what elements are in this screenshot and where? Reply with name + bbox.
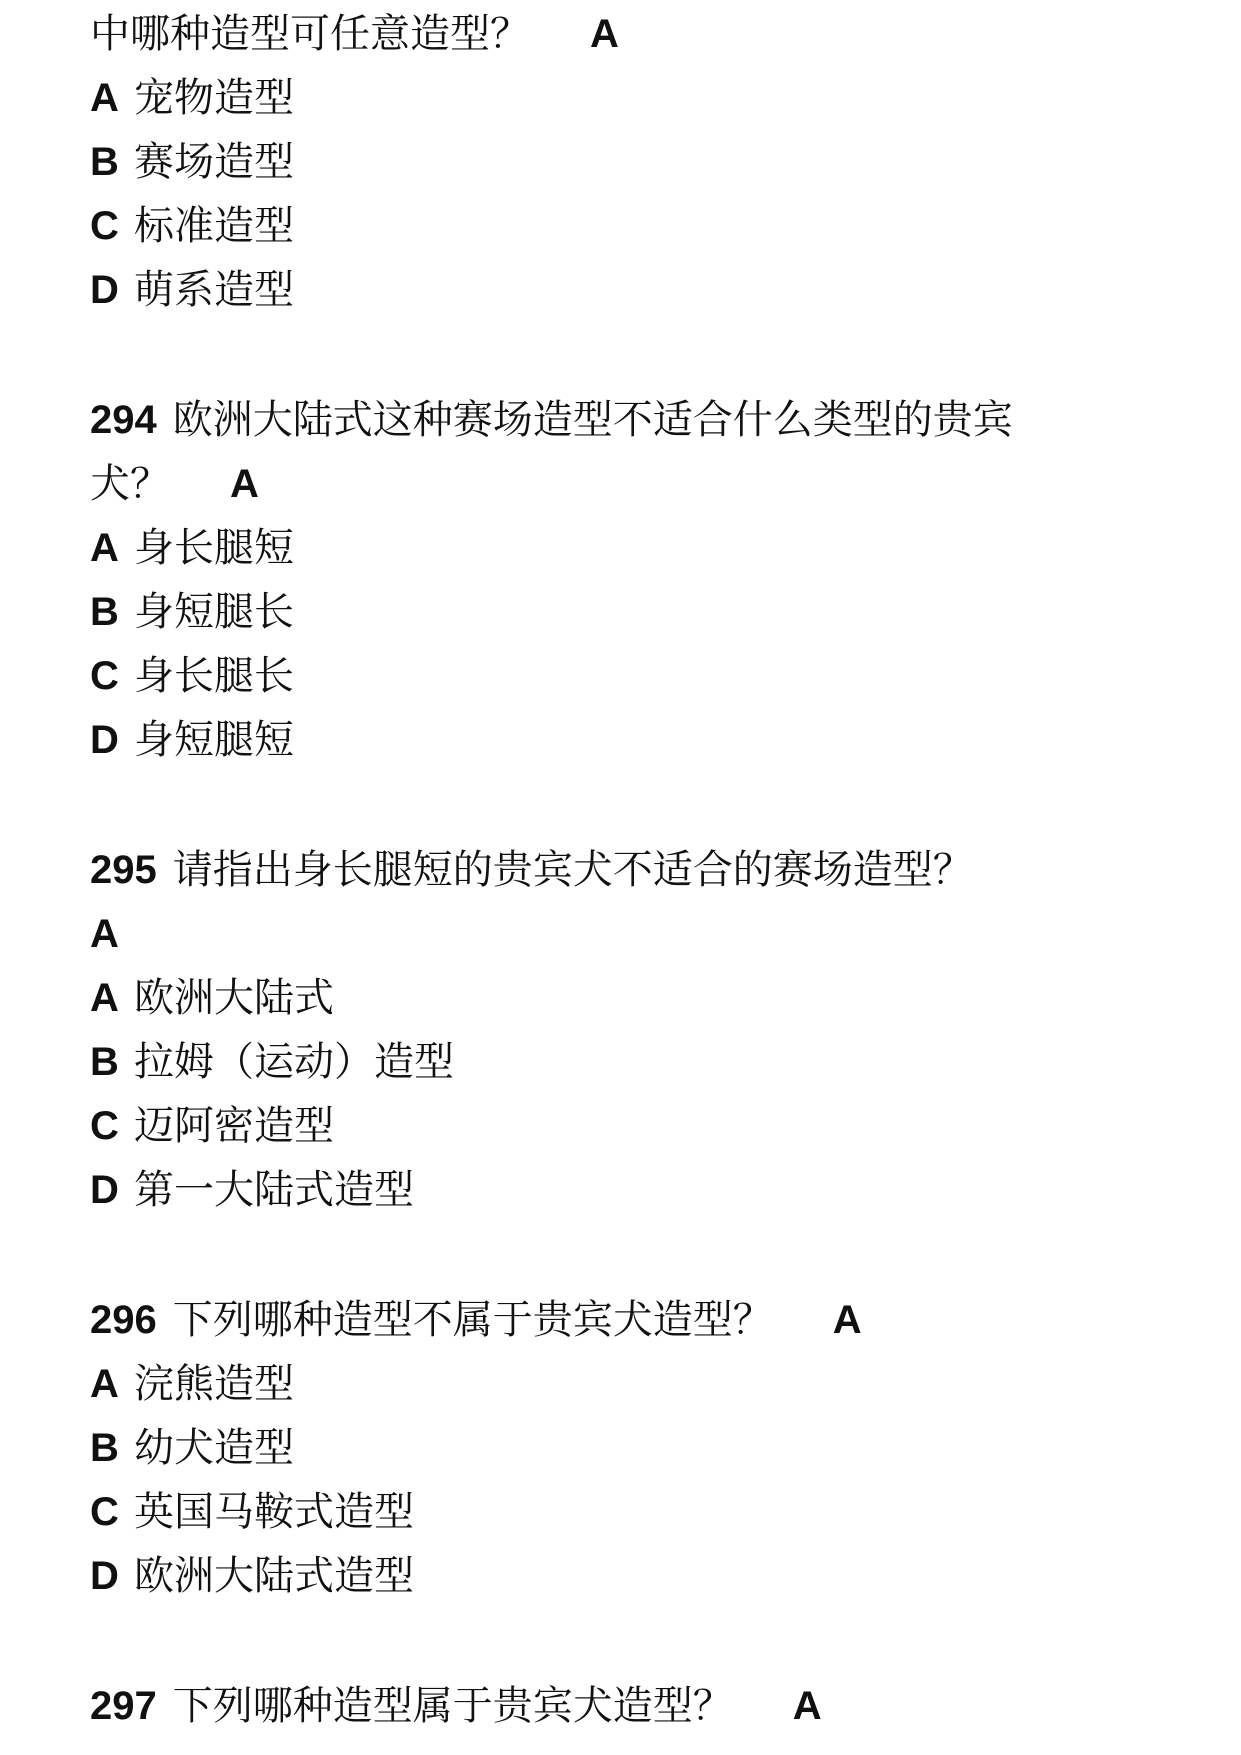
option-c [90,1102,334,1150]
option-letter: B [90,590,119,634]
question-answer: A [832,1298,862,1342]
option-letter: C [90,1490,119,1534]
question-number: 297 [90,1684,157,1728]
option-d [90,716,294,764]
question-answer: A [90,912,119,956]
option-b [90,138,294,186]
option-d [90,266,294,314]
option-a [90,1360,294,1408]
option-letter: C [90,1104,119,1148]
option-text: 英国马鞍式造型 [134,1489,414,1535]
option-letter: C [90,204,119,248]
question-294-line1 [90,396,1013,444]
option-b [90,588,294,636]
question-number: 294 [90,398,157,442]
option-c [90,1488,414,1536]
question-number: 295 [90,848,157,892]
question-text: 请指出身长腿短的贵宾犬不适合的赛场造型？ [172,847,973,893]
question-text: 欧洲大陆式这种赛场造型不适合什么类型的贵宾 [172,397,1013,443]
option-text: 拉姆（运动）造型 [134,1039,454,1085]
option-letter: A [90,526,119,570]
option-letter: C [90,654,119,698]
option-text: 幼犬造型 [134,1425,294,1471]
question-295-line2 [90,910,119,958]
option-letter: D [90,1168,119,1212]
option-b [90,1038,454,1086]
option-b [90,1424,294,1472]
option-text: 萌系造型 [134,267,294,313]
option-a [90,74,294,122]
option-d [90,1166,414,1214]
option-c [90,652,294,700]
question-text-line [90,10,619,58]
option-letter: D [90,1554,119,1598]
option-text: 第一大陆式造型 [134,1167,414,1213]
option-text: 身长腿长 [134,653,294,699]
question-297-line1 [90,1682,822,1730]
question-text: 犬？ [90,461,170,507]
option-text: 迈阿密造型 [134,1103,334,1149]
question-295-line1 [90,846,973,894]
question-294-line2 [90,460,259,508]
option-text: 欧洲大陆式 [134,975,334,1021]
option-a [90,524,294,572]
option-letter: D [90,718,119,762]
question-answer: A [230,462,259,506]
option-text: 赛场造型 [134,139,294,185]
option-letter: A [90,976,119,1020]
option-letter: B [90,1040,119,1084]
option-text: 欧洲大陆式造型 [134,1553,414,1599]
option-text: 身短腿长 [134,589,294,635]
option-letter: D [90,268,119,312]
option-d [90,1552,414,1600]
question-296-line1 [90,1296,862,1344]
option-text: 浣熊造型 [134,1361,294,1407]
question-text: 下列哪种造型不属于贵宾犬造型？ [172,1297,773,1343]
question-number: 296 [90,1298,157,1342]
question-answer: A [590,12,619,56]
option-letter: A [90,76,119,120]
question-text: 下列哪种造型属于贵宾犬造型？ [172,1683,733,1729]
option-letter: B [90,140,119,184]
option-c [90,202,294,250]
option-a [90,974,334,1022]
option-text: 宠物造型 [134,75,294,121]
option-text: 身短腿短 [134,717,294,763]
option-letter: A [90,1362,119,1406]
question-answer: A [792,1684,822,1728]
option-letter: B [90,1426,119,1470]
option-text: 标准造型 [134,203,294,249]
option-text: 身长腿短 [134,525,294,571]
question-text: 中哪种造型可任意造型？ [90,11,530,57]
